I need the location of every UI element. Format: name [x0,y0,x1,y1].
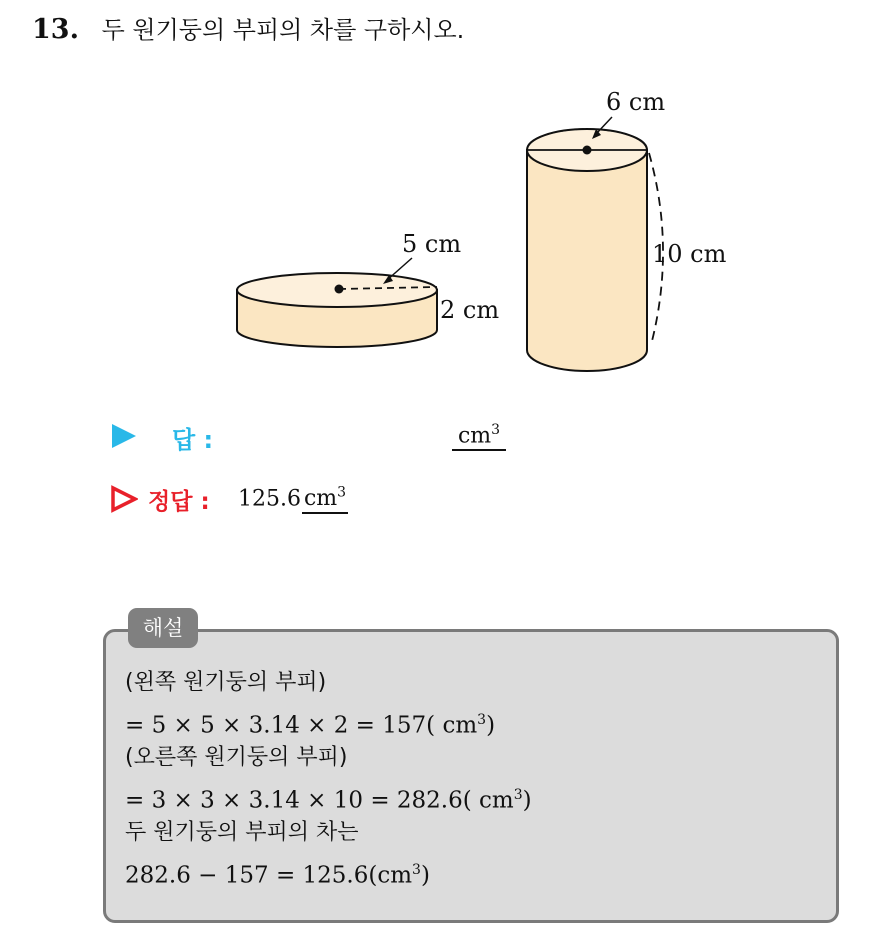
play-triangle-icon [112,424,136,448]
solution-lines [125,664,532,889]
correct-unit-base: cm [303,486,338,512]
answer-row [110,420,530,454]
correct-answer-row [110,483,510,517]
solution-line-text: 두 원기둥의 부피의 차는 [125,820,359,845]
question-number: 13. [32,14,79,45]
right-diameter-label: 6 cm [606,88,666,116]
solution-line-text: (왼쪽 원기둥의 부피) [125,670,327,695]
right-cylinder [527,88,727,371]
answer-unit-blank[interactable] [452,422,506,451]
solution-line [125,702,532,740]
correct-answer-label: 정답 : [148,489,210,515]
solution-line-text: (오른쪽 원기둥의 부피) [125,745,348,770]
answer-label: 답 : [172,426,214,454]
left-radius-label: 5 cm [402,230,462,258]
solution-line-exponent: 3 [513,786,523,803]
solution-line [125,777,532,815]
question-text: 두 원기둥의 부피의 차를 구하시오. [101,16,465,44]
right-height-label: 10 cm [652,240,727,268]
solution-line [125,852,532,890]
solution-line-text: 282.6 − 157 = 125.6(cm [125,862,413,889]
solution-line-tail: ) [522,787,532,814]
correct-answer-unit [302,486,348,514]
solution-line [125,814,532,852]
answer-unit-exponent: 3 [491,422,501,438]
solution-line-tail: ) [486,712,496,739]
right-center-dot [583,146,592,155]
solution-line-tail: ) [420,862,430,889]
solution-tag: 해설 [128,608,198,648]
solution-line [125,739,532,777]
left-center-dot [335,285,344,294]
cylinders-figure [0,0,884,400]
solution-line [125,664,532,702]
left-height-label: 2 cm [440,296,500,324]
solution-line-text: = 5 × 5 × 3.14 × 2 = 157( cm [125,712,478,739]
correct-answer-value [238,485,348,511]
correct-answer-number: 125.6 [238,486,301,512]
solution-line-exponent: 3 [477,711,487,728]
right-cylinder-side [527,150,647,371]
solution-line-text: = 3 × 3 × 3.14 × 10 = 282.6( cm [125,787,514,814]
answer-unit-base: cm [457,423,492,449]
correct-unit-exponent: 3 [337,485,347,501]
left-cylinder [237,230,499,347]
outline-triangle-icon [110,485,138,513]
solution-line-exponent: 3 [412,861,421,878]
